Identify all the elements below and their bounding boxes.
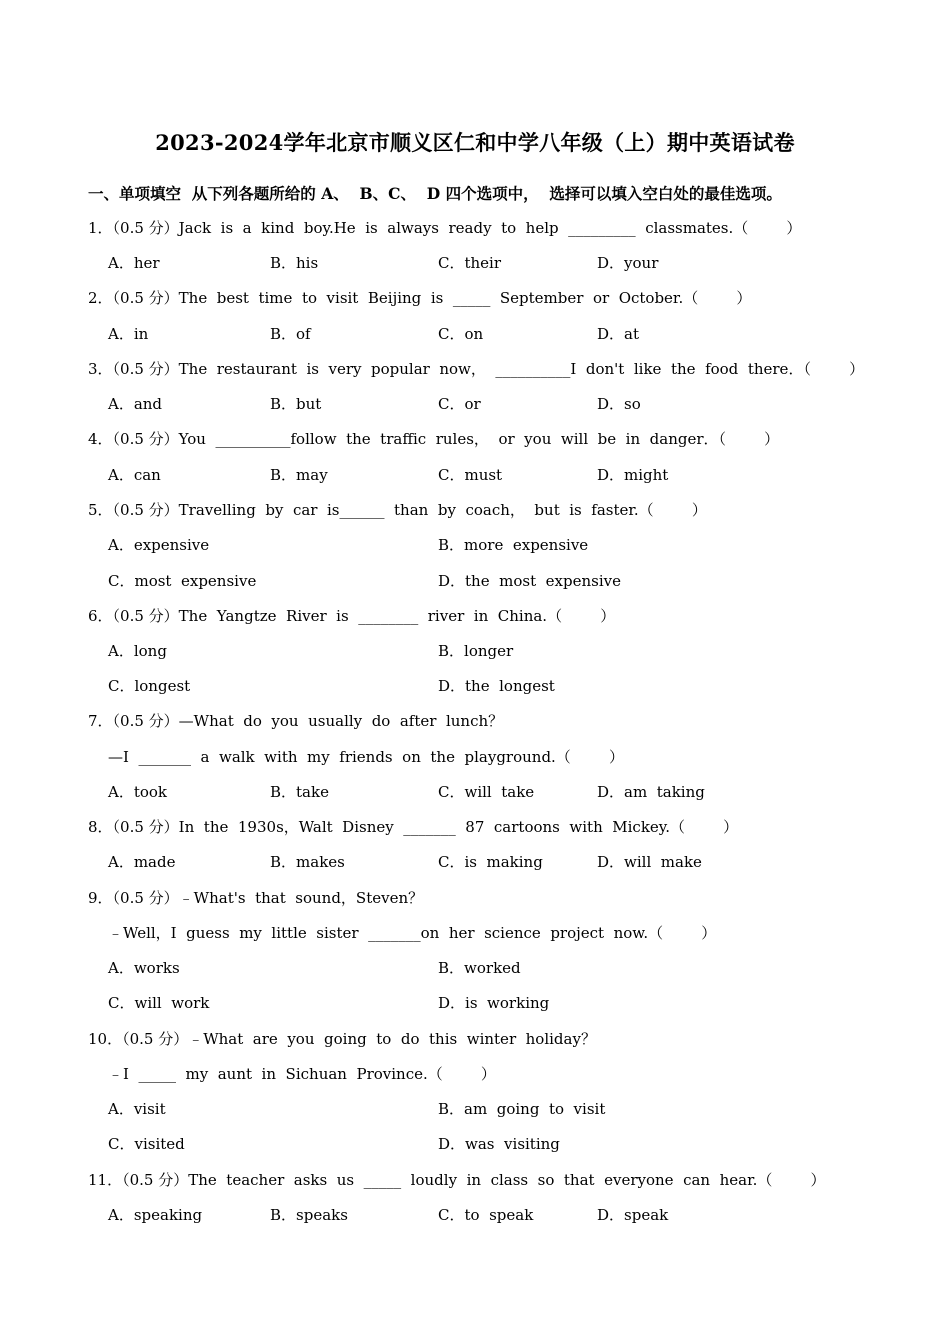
option-c: C．will take bbox=[438, 783, 535, 801]
question-stem: 2．（0.5 分）The best time to visit Beijing is _____ September or October.（ ） bbox=[88, 289, 752, 307]
option-d: D．am taking bbox=[597, 783, 705, 801]
option-d: D．will make bbox=[597, 853, 702, 871]
question-stem: 5．（0.5 分）Travelling by car is______ than by coach， but is faster.（ ） bbox=[88, 501, 707, 519]
option-a: A．took bbox=[108, 783, 168, 801]
option-a: A．long bbox=[108, 642, 167, 660]
option-d: D．so bbox=[597, 395, 641, 413]
option-b: B．his bbox=[270, 254, 319, 272]
option-a: A．can bbox=[108, 466, 161, 484]
option-a: A．visit bbox=[108, 1100, 166, 1118]
question-stem: 10．（0.5 分）﹣What are you going to do this winter holiday？ bbox=[88, 1030, 596, 1048]
option-b: B．of bbox=[270, 325, 311, 343]
option-b: B．am going to visit bbox=[438, 1100, 606, 1118]
question-stem: 8．（0.5 分）In the 1930s，Walt Disney _______ 87 cartoons with Mickey.（ ） bbox=[88, 818, 739, 836]
option-d: D．is working bbox=[438, 994, 550, 1012]
page-title: 2023-2024学年北京市顺义区仁和中学八年级（上）期中英语试卷 bbox=[155, 130, 795, 155]
option-a: A．her bbox=[108, 254, 160, 272]
option-c: C．will work bbox=[108, 994, 210, 1012]
option-a: A．made bbox=[108, 853, 176, 871]
option-b: B．take bbox=[270, 783, 329, 801]
option-c: C．to speak bbox=[438, 1206, 534, 1224]
question-stem: 3．（0.5 分）The restaurant is very popular now， __________I don't like the food there．（ ） bbox=[88, 360, 865, 378]
option-a: A．in bbox=[108, 325, 149, 343]
option-b: B．may bbox=[270, 466, 328, 484]
option-d: D．at bbox=[597, 325, 639, 343]
option-c: C．must bbox=[438, 466, 503, 484]
option-d: D．was visiting bbox=[438, 1135, 560, 1153]
option-a: A．expensive bbox=[108, 536, 210, 554]
option-c: C．longest bbox=[108, 677, 191, 695]
question-stem: 11．（0.5 分）The teacher asks us _____ loudly in class so that everyone can hear.（ ） bbox=[88, 1171, 826, 1189]
section-heading: 一、单项填空 从下列各题所给的 A、 B、C、 D 四个选项中， 选择可以填入空白处的最佳选项。 bbox=[88, 184, 782, 203]
question-stem: 6．（0.5 分）The Yangtze River is ________ river in China.（ ） bbox=[88, 607, 616, 625]
question-stem-continued: ﹣Well，I guess my little sister _______on her science project now.（ ） bbox=[108, 924, 717, 942]
option-c: C．their bbox=[438, 254, 502, 272]
option-a: A．speaking bbox=[108, 1206, 203, 1224]
option-b: B．worked bbox=[438, 959, 521, 977]
question-stem-continued: —I _______ a walk with my friends on the playground.（ ） bbox=[108, 748, 624, 766]
option-b: B．more expensive bbox=[438, 536, 589, 554]
option-a: A．works bbox=[108, 959, 180, 977]
option-d: D．the most expensive bbox=[438, 572, 621, 590]
option-b: B．speaks bbox=[270, 1206, 348, 1224]
option-c: C．is making bbox=[438, 853, 543, 871]
question-stem: 9．（0.5 分）﹣What's that sound，Steven？ bbox=[88, 889, 424, 907]
question-stem: 7．（0.5 分）—What do you usually do after lunch？ bbox=[88, 712, 504, 730]
option-b: B．but bbox=[270, 395, 322, 413]
question-stem: 4．（0.5 分）You __________follow the traffic rules， or you will be in danger．（ ） bbox=[88, 430, 780, 448]
option-c: C．or bbox=[438, 395, 481, 413]
question-stem: 1．（0.5 分）Jack is a kind boy.He is always ready to help _________ classmates.（ ） bbox=[88, 219, 802, 237]
option-d: D．the longest bbox=[438, 677, 555, 695]
option-c: C．visited bbox=[108, 1135, 185, 1153]
question-stem-continued: ﹣I _____ my aunt in Sichuan Province.（ ） bbox=[108, 1065, 496, 1083]
option-d: D．might bbox=[597, 466, 669, 484]
option-b: B．makes bbox=[270, 853, 345, 871]
option-d: D．your bbox=[597, 254, 659, 272]
option-d: D．speak bbox=[597, 1206, 669, 1224]
option-b: B．longer bbox=[438, 642, 514, 660]
option-a: A．and bbox=[108, 395, 163, 413]
option-c: C．on bbox=[438, 325, 484, 343]
option-c: C．most expensive bbox=[108, 572, 257, 590]
